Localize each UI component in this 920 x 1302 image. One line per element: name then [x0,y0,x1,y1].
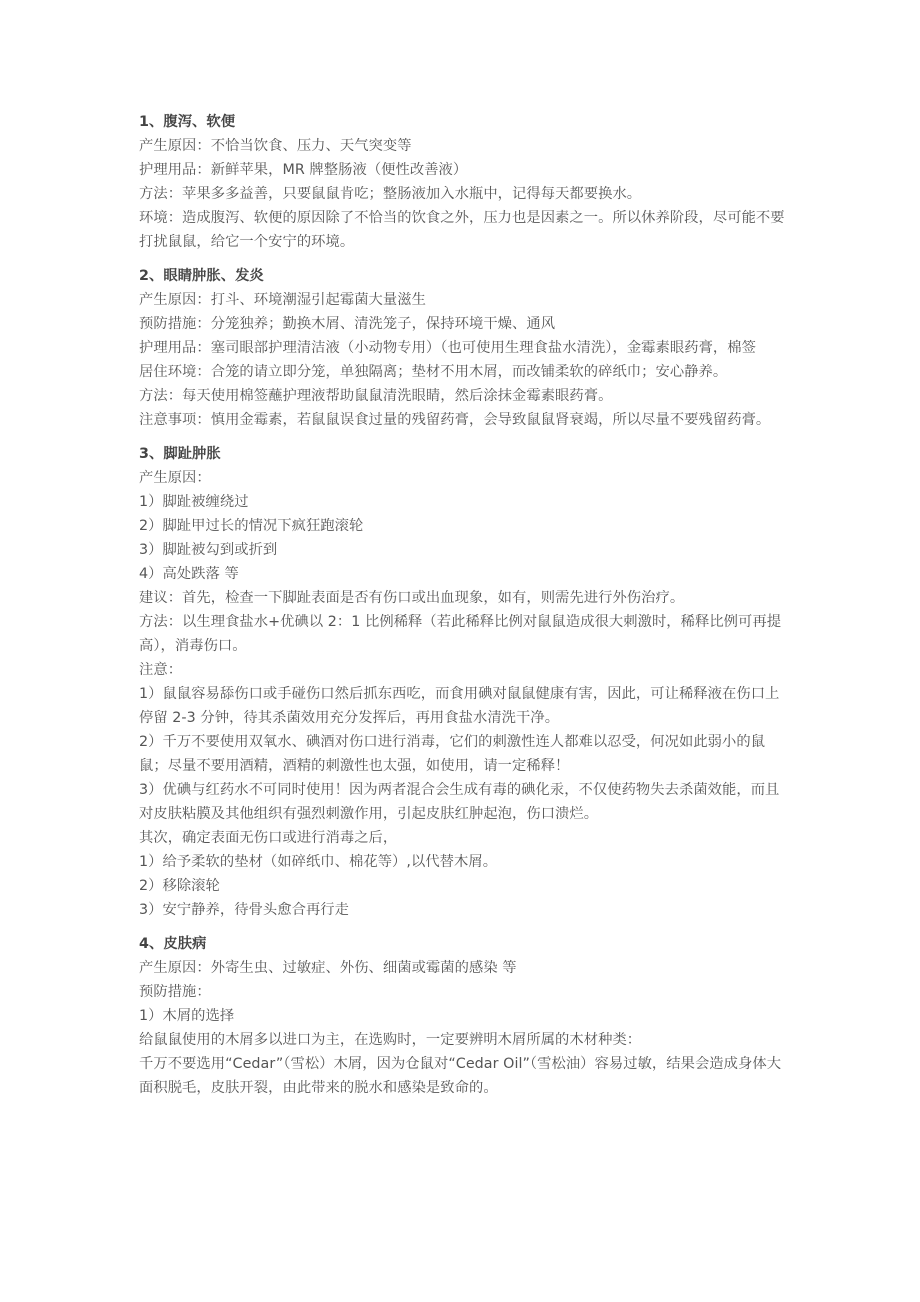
paragraph: 建议：首先，检查一下脚趾表面是否有伤口或出血现象，如有，则需先进行外伤治疗。 [139,590,685,606]
list-item: 3）脚趾被勾到或折到 [139,542,278,558]
paragraph: 预防措施：分笼独养；勤换木屑、清洗笼子，保持环境干燥、通风 [139,316,556,332]
paragraph: 注意事项：慎用金霉素，若鼠鼠误食过量的残留药膏，会导致鼠鼠肾衰竭，所以尽量不要残留药膏。 [139,412,771,428]
list-item: 1）脚趾被缠绕过 [139,494,249,510]
section-heading: 1、腹泻、软便 [139,114,236,130]
section-toe-swelling [139,442,789,922]
paragraph: 千万不要选用“Cedar”（雪松）木屑，因为仓鼠对“Cedar Oil”（雪松油）容易过敏，结果会造成身体大面积脱毛，皮肤开裂，由此带来的脱水和感染是致命的。 [139,1056,782,1096]
list-item: 3）优碘与红药水不可同时使用！因为两者混合会生成有毒的碘化汞，不仅使药物失去杀菌效能，而且对皮肤粘膜及其他组织有强烈刺激作用，引起皮肤红肿起泡，伤口溃烂。 [139,782,780,822]
paragraph: 预防措施： [139,984,211,1000]
document-page [139,110,789,1100]
paragraph: 注意： [139,662,183,678]
paragraph: 护理用品：塞司眼部护理清洁液（小动物专用）（也可使用生理食盐水清洗），金霉素眼药膏，棉签 [139,340,756,356]
paragraph: 护理用品：新鲜苹果，MR 牌整肠液（便性改善液） [139,162,468,178]
section-heading: 2、眼睛肿胀、发炎 [139,268,264,284]
section-diarrhea [139,110,789,254]
paragraph: 方法：每天使用棉签蘸护理液帮助鼠鼠清洗眼睛，然后涂抹金霉素眼药膏。 [139,388,613,404]
list-item: 2）脚趾甲过长的情况下疯狂跑滚轮 [139,518,364,534]
section-heading: 3、脚趾肿胀 [139,446,221,462]
list-item: 1）木屑的选择 [139,1008,235,1024]
paragraph: 居住环境：合笼的请立即分笼，单独隔离；垫材不用木屑，而改铺柔软的碎纸巾；安心静养。 [139,364,728,380]
list-item: 1）鼠鼠容易舔伤口或手碰伤口然后抓东西吃，而食用碘对鼠鼠健康有害，因此，可让稀释液在伤口上停留 2-3 分钟，待其杀菌效用充分发挥后，再用食盐水清洗干净。 [139,686,780,726]
section-eye-swelling [139,264,789,432]
paragraph: 方法：以生理食盐水+优碘以 2：1 比例稀释（若此稀释比例对鼠鼠造成很大刺激时，稀释比例可再提高），消毒伤口。 [139,614,782,654]
paragraph: 产生原因：打斗、环境潮湿引起霉菌大量滋生 [139,292,426,308]
paragraph: 环境：造成腹泻、软便的原因除了不恰当的饮食之外，压力也是因素之一。所以休养阶段，尽可能不要打扰鼠鼠，给它一个安宁的环境。 [139,210,785,250]
paragraph: 给鼠鼠使用的木屑多以进口为主，在选购时，一定要辨明木屑所属的木材种类： [139,1032,642,1048]
section-skin-disease [139,932,789,1100]
paragraph: 产生原因： [139,470,211,486]
paragraph: 其次，确定表面无伤口或进行消毒之后， [139,830,398,846]
section-heading: 4、皮肤病 [139,936,207,952]
list-item: 1）给予柔软的垫材（如碎纸巾、棉花等）,以代替木屑。 [139,854,498,870]
list-item: 2）千万不要使用双氧水、碘酒对伤口进行消毒，它们的刺激性连人都难以忍受，何况如此弱小的鼠鼠；尽量不要用酒精，酒精的刺激性也太强，如使用，请一定稀释！ [139,734,766,774]
list-item: 3）安宁静养，待骨头愈合再行走 [139,902,350,918]
paragraph: 方法：苹果多多益善，只要鼠鼠肯吃；整肠液加入水瓶中，记得每天都要换水。 [139,186,642,202]
paragraph: 产生原因：外寄生虫、过敏症、外伤、细菌或霉菌的感染 等 [139,960,517,976]
paragraph: 产生原因：不恰当饮食、压力、天气突变等 [139,138,412,154]
list-item: 4）高处跌落 等 [139,566,239,582]
list-item: 2）移除滚轮 [139,878,220,894]
